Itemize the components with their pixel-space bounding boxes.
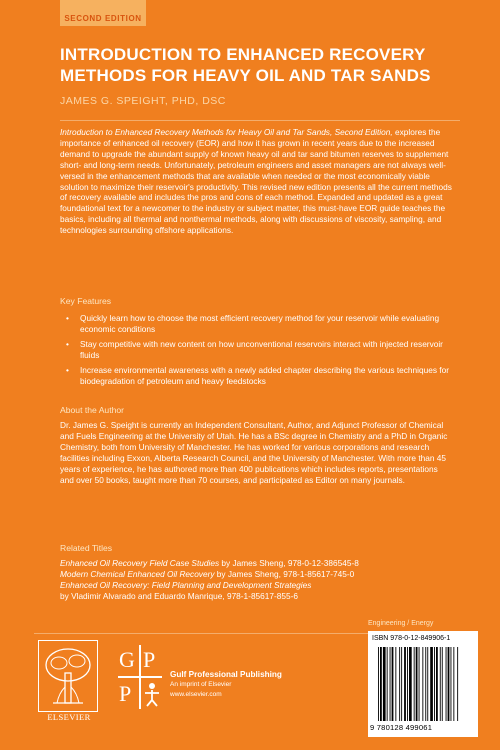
description-italic-title: Introduction to Enhanced Recovery Methods for Heavy Oil and Tar Sands, Second Edition, xyxy=(60,127,393,137)
related-detail: by James Sheng, 978-1-85617-745-0 xyxy=(214,568,355,579)
related-detail: by Vladimir Alvarado and Eduardo Manrique, 978-1-85617-855-6 xyxy=(60,590,298,601)
publisher-name: Gulf Professional Publishing xyxy=(170,670,282,679)
title-line-2: METHODS FOR HEAVY OIL AND TAR SANDS xyxy=(60,66,431,85)
related-detail: by James Sheng, 978-0-12-386545-8 xyxy=(219,558,359,568)
figure-icon xyxy=(143,681,161,707)
logo-letter-p: P xyxy=(143,647,156,672)
barcode-icon xyxy=(378,647,470,721)
related-titles-list xyxy=(60,558,460,602)
book-description xyxy=(60,127,452,236)
key-features-heading: Key Features xyxy=(60,296,112,306)
book-title xyxy=(60,44,460,86)
logo-divider xyxy=(118,676,162,678)
description-body: explores the importance of enhanced oil recovery (EOR) and how it has grown in recent years due to the increased demand to upgrade the abundant supply of known heavy oil and tar sand bitumen reserves to supplement short- and long-term needs. Unfortunately, petroleum engineers and asset managers are not always well-versed in the enhancement methods that are available when needed or the most economically viable solution to maximize their reservoir's productivity. This revised new edition presents all the current methods of recovery available and includes the pros and cons of each method. Expanded and updated as a great foundational text for a newcomer to the industry or subject matter, this must-have EOR guide teaches the basics, including all thermal and nonthermal methods, along with discussions of viscosity, sampling, and technologies surrounding offshore applications. xyxy=(60,127,452,236)
key-features-list xyxy=(60,313,460,390)
related-title: Modern Chemical Enhanced Oil Recovery xyxy=(60,568,215,579)
publisher-imprint: An imprint of Elsevier xyxy=(170,681,232,688)
title-divider xyxy=(60,120,460,121)
list-item xyxy=(60,591,460,602)
author-name: JAMES G. SPEIGHT, PHD, DSC xyxy=(60,95,226,107)
list-item: • Increase environmental awareness with a newly added chapter describing the various techniques for biodegradation of petroleum and heavy feedstocks xyxy=(60,365,460,387)
publisher-url: www.elsevier.com xyxy=(170,691,222,698)
list-item: • Quickly learn how to choose the most efficient recovery method for your reservoir while evaluating economic conditions xyxy=(60,313,460,335)
gpp-logo xyxy=(118,645,162,711)
related-titles-heading: Related Titles xyxy=(60,543,113,553)
list-item xyxy=(60,580,460,591)
related-title: Enhanced Oil Recovery Field Case Studies xyxy=(60,558,220,568)
publisher-info xyxy=(170,670,282,700)
about-author-text: Dr. James G. Speight is currently an Independent Consultant, Author, and Adjunct Professor of Chemical and Fuels Engineering at the University of Utah. He has a BSc degree in Chemistry and a PhD in Organic Chemistry, both from University of Manchester. He has worked for various corporations and research facilities including Exxon, Alberta Research Council, and the University of Manchester. With more than 45 years of experience, he has authored more than 400 publications which includes reports, presentations and over 50 books, taught more than 70 courses, and participated as Editor on many journals. xyxy=(60,420,448,485)
isbn-number: 9 780128 499061 xyxy=(370,723,433,732)
elsevier-logo xyxy=(38,640,98,712)
edition-badge: SECOND EDITION xyxy=(60,0,146,26)
isbn-barcode-box xyxy=(368,631,478,737)
list-item: • Stay competitive with new content on how unconventional reservoirs interact with injected reservoir fluids xyxy=(60,339,460,361)
list-item xyxy=(60,569,460,580)
tree-icon xyxy=(39,641,97,711)
logo-letter-g: G xyxy=(119,647,135,672)
category-label: Engineering / Energy xyxy=(368,620,434,627)
about-author-heading: About the Author xyxy=(60,405,125,415)
related-title: Enhanced Oil Recovery: Field Planning and Development Strategies xyxy=(60,579,312,590)
elsevier-wordmark: ELSEVIER xyxy=(47,712,91,722)
title-line-1: INTRODUCTION TO ENHANCED RECOVERY xyxy=(60,45,426,64)
list-item xyxy=(60,558,460,569)
logo-letter-p: P xyxy=(119,681,132,706)
isbn-label: ISBN 978-0-12-849906-1 xyxy=(372,635,451,642)
